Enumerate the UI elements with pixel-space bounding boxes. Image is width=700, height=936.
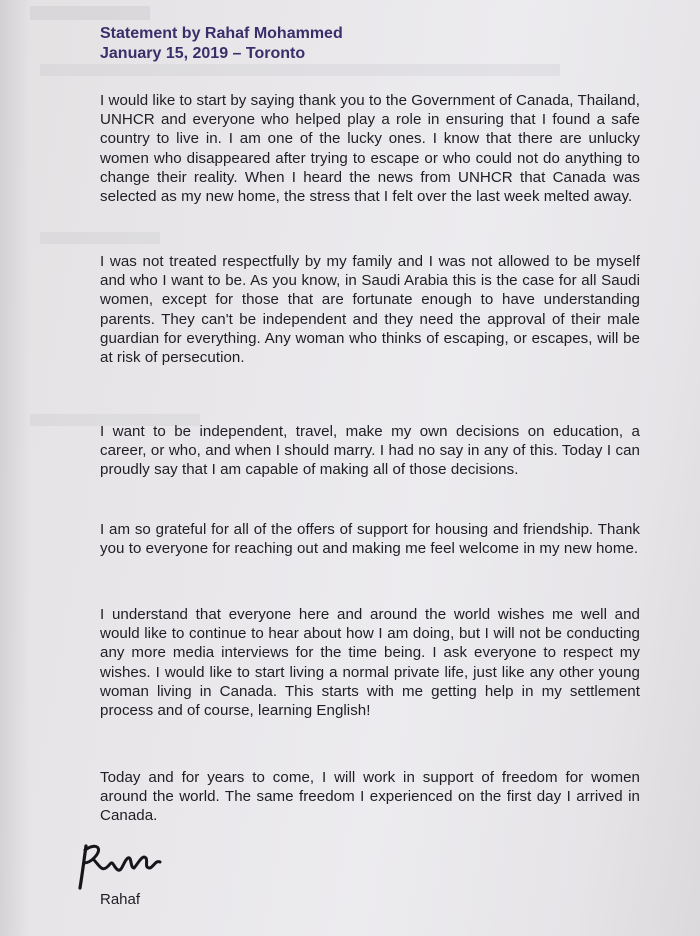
- paragraph-gratitude: I am so grateful for all of the offers of support for housing and friendship. Thank you to everyone for reaching out and making me feel welcome in my new home.: [100, 521, 640, 558]
- paragraph-treatment: I was not treated respectfully by my family and I was not allowed to be myself and who I want to be. As you know, in Saudi Arabia this is the case for all Saudi women, except for those that are fortunate enough to have understanding parents. They can't be independent and they need the approval of their male guardian for everything. Any woman who thinks of escaping, or escapes, will be at risk of persecution.: [100, 253, 640, 367]
- bleed-through-mark: [30, 6, 150, 20]
- paragraph-privacy: I understand that everyone here and around the world wishes me well and would like to continue to hear about how I am doing, but I will not be conducting any more media interviews for the time being. I ask everyone to respect my wishes. I would like to start living a normal private life, just like any other young woman living in Canada. This starts with me getting help in my settlement process and of course, learning English!: [100, 606, 640, 720]
- signoff-name: Rahaf: [100, 891, 141, 908]
- statement-body: [100, 24, 640, 825]
- paper-shadow: [0, 0, 30, 936]
- statement-header: [100, 24, 640, 64]
- paragraph-independence: I want to be independent, travel, make my own decisions on education, a career, or who, and when I should marry. I had no say in any of this. Today I can proudly say that I am capable of making all of those decisions.: [100, 423, 640, 479]
- paragraph-future: Today and for years to come, I will work in support of freedom for women around the world. The same freedom I experienced on the first day I arrived in Canada.: [100, 769, 640, 825]
- bleed-through-mark: [40, 64, 560, 76]
- handwritten-signature: [72, 838, 172, 893]
- statement-title: Statement by Rahaf Mohammed: [100, 25, 343, 42]
- statement-date-location: January 15, 2019 – Toronto: [100, 45, 306, 62]
- bleed-through-mark: [40, 232, 160, 244]
- paragraph-thanks: I would like to start by saying thank you to the Government of Canada, Thailand, UNHCR and everyone who helped play a role in ensuring that I found a safe country to live in. I am one of the lucky ones. I know that there are unlucky women who disappeared after trying to escape or who could not do anything to change their reality. When I heard the news from UNHCR that Canada was selected as my new home, the stress that I felt over the last week melted away.: [100, 92, 640, 206]
